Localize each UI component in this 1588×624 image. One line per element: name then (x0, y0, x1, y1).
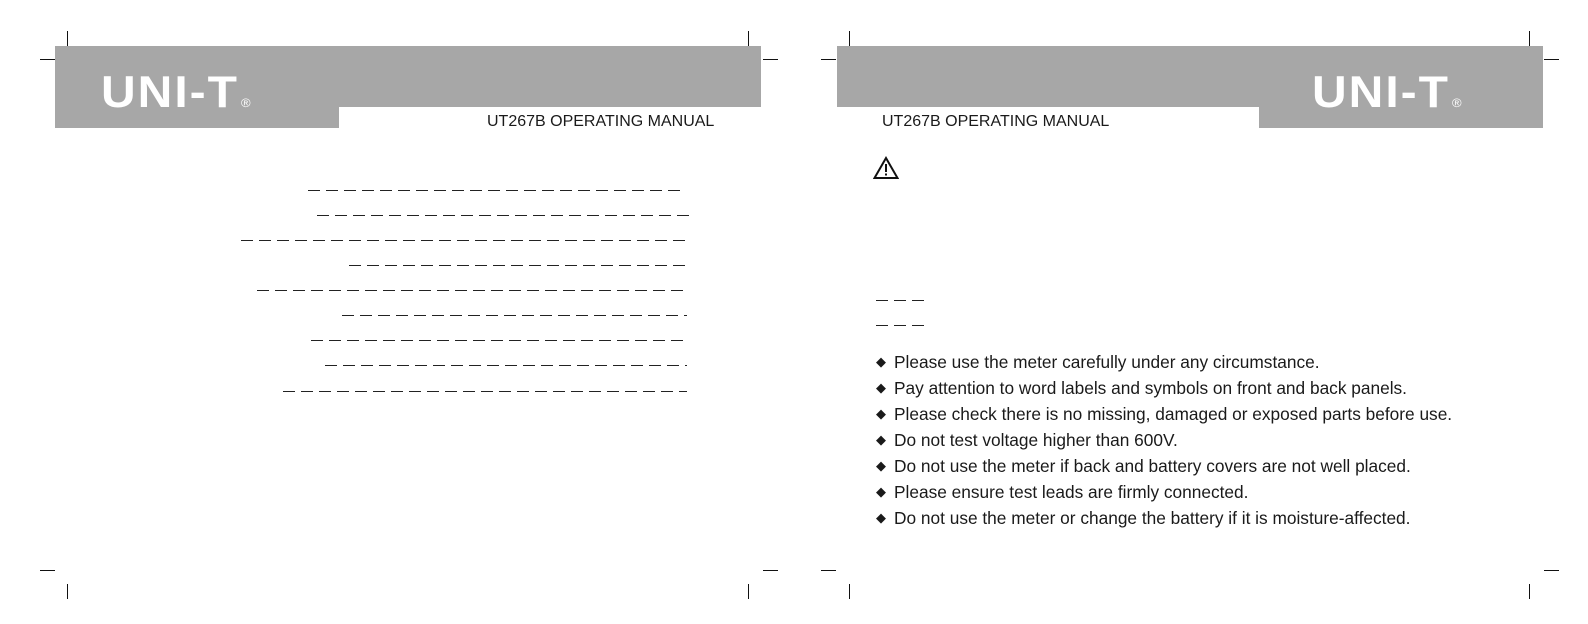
diamond-bullet-icon: ◆ (876, 432, 886, 447)
toc-leader-line (325, 365, 687, 366)
toc-leader-line (241, 240, 689, 241)
diamond-bullet-icon: ◆ (876, 354, 886, 369)
bullet-item: ◆ Please use the meter carefully under any circumstance. (874, 349, 1452, 375)
bullet-item: ◆ Pay attention to word labels and symbols on front and back panels. (874, 375, 1452, 401)
uni-t-logo: UNI-T ® (1312, 68, 1464, 117)
leader-line (876, 325, 928, 326)
diamond-bullet-icon: ◆ (876, 406, 886, 421)
registered-icon: ® (1451, 95, 1464, 110)
toc-leader-line (311, 340, 687, 341)
warning-triangle-icon (873, 156, 899, 180)
uni-t-logo: UNI-T ® (101, 68, 253, 117)
diamond-bullet-icon: ◆ (876, 380, 886, 395)
diamond-bullet-icon: ◆ (876, 458, 886, 473)
header-title: UT267B OPERATING MANUAL (487, 113, 715, 130)
toc-leader-line (349, 265, 689, 266)
diamond-bullet-icon: ◆ (876, 510, 886, 525)
toc-leader-line (317, 215, 695, 216)
header-title: UT267B OPERATING MANUAL (882, 113, 1110, 130)
toc-leader-line (257, 290, 689, 291)
leader-line (876, 300, 928, 301)
bullet-item: ◆ Please check there is no missing, damaged or exposed parts before use. (874, 401, 1452, 427)
bullet-item: ◆ Do not use the meter or change the battery if it is moisture-affected. (874, 505, 1452, 531)
toc-leader-line (342, 315, 687, 316)
safety-bullet-list (874, 349, 1452, 531)
toc-leader-line (308, 190, 685, 191)
bullet-item: ◆ Do not use the meter if back and battery covers are not well placed. (874, 453, 1452, 479)
bullet-item: ◆ Do not test voltage higher than 600V. (874, 427, 1452, 453)
toc-leader-line (283, 391, 687, 392)
registered-icon: ® (240, 95, 253, 110)
diamond-bullet-icon: ◆ (876, 484, 886, 499)
bullet-item: ◆ Please ensure test leads are firmly connected. (874, 479, 1452, 505)
right-page (794, 0, 1588, 624)
